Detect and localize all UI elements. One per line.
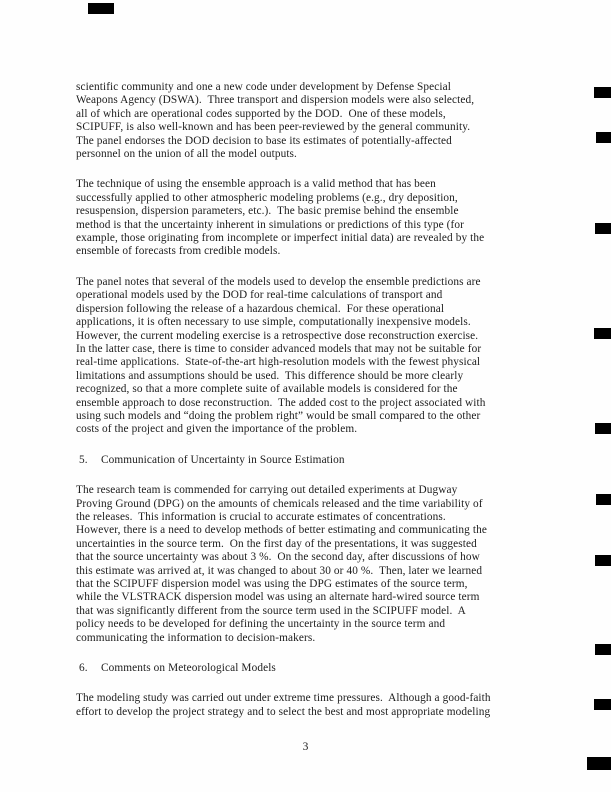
paragraph: [76, 276, 550, 437]
text-line: The modeling study was carried out under extreme time pressures. Although a good-faith: [76, 692, 491, 705]
paragraph: [76, 692, 550, 719]
section-heading: [76, 454, 550, 467]
text-line: limitations and assumptions should be used. This difference should be more clearly: [76, 369, 464, 382]
text-line: The research team is commended for carrying out detailed experiments at Dugway: [76, 484, 458, 497]
text-line: operational models used by the DOD for real-time calculations of transport and: [76, 289, 443, 302]
text-line: successfully applied to other atmospheric modeling problems (e.g., dry deposition,: [76, 191, 458, 204]
section-number: 6.: [79, 662, 88, 675]
text-line: However, there is a need to develop methods of better estimating and communicating the: [76, 524, 487, 537]
scan-artifact-mark: [595, 555, 611, 566]
scan-artifact-mark: [596, 494, 611, 505]
scan-artifact-mark: [596, 132, 611, 143]
text-line: communicating the information to decision-makers.: [76, 631, 316, 644]
scan-artifact-mark: [595, 644, 611, 655]
text-line: ensemble of forecasts from credible models.: [76, 245, 281, 258]
text-line: The technique of using the ensemble approach is a valid method that has been: [76, 178, 436, 191]
text-line: all of which are operational codes supported by the DOD. One of these models,: [76, 107, 446, 120]
scan-artifact-mark: [88, 3, 114, 14]
text-line: The panel notes that several of the models used to develop the ensemble predictions are: [76, 275, 481, 288]
document-body: [76, 81, 550, 719]
text-line: real-time applications. State-of-the-art high-resolution models with the fewest physical: [76, 356, 481, 369]
text-line: However, the current modeling exercise is a retrospective dose reconstruction exercise.: [76, 329, 479, 342]
text-line: resuspension, dispersion parameters, etc.). The basic premise behind the ensemble: [76, 205, 459, 218]
scan-artifact-mark: [595, 423, 611, 434]
text-line: that the source uncertainty was about 3 %. On the second day, after discussions of how: [76, 551, 480, 564]
text-line: Proving Ground (DPG) on the amounts of chemicals released and the time variability of: [76, 497, 483, 510]
text-line: The panel endorses the DOD decision to base its estimates of potentially-affected: [76, 134, 452, 147]
text-line: applications, it is often necessary to use simple, computationally inexpensive models.: [76, 316, 471, 329]
text-line: recognized, so that a more complete suite of available models is considered for the: [76, 383, 458, 396]
page-number: 3: [302, 741, 309, 753]
text-line: while the VLSTRACK dispersion model was using an alternate hard-wired source term: [76, 591, 480, 604]
scan-artifact-mark: [595, 223, 611, 234]
section-title: Comments on Meteorological Models: [101, 662, 276, 675]
paragraph: [76, 81, 550, 161]
section-number: 5.: [79, 453, 88, 466]
text-line: method is that the uncertainty inherent in simulations or predictions of this type (for: [76, 218, 465, 231]
text-line: SCIPUFF, is also well-known and has been peer-reviewed by the general community.: [76, 121, 471, 134]
text-line: costs of the project and given the importance of the problem.: [76, 423, 358, 436]
text-line: personnel on the union of all the model outputs.: [76, 148, 297, 161]
text-line: uncertainties in the source term. On the first day of the presentations, it was suggested: [76, 537, 477, 550]
section-heading: [76, 662, 550, 675]
scan-artifact-mark: [594, 699, 611, 710]
text-line: this estimate was arrived at, it was changed to about 30 or 40 %. Then, later we learned: [76, 564, 483, 577]
text-line: policy needs to be developed for defining the uncertainty in the source term and: [76, 618, 446, 631]
text-line: that the SCIPUFF dispersion model was using the DPG estimates of the source term,: [76, 578, 468, 590]
text-line: example, those originating from incomplete or imperfect initial data) are revealed by the: [76, 232, 485, 245]
paragraph: [76, 484, 550, 645]
section-title: Communication of Uncertainty in Source Estimation: [101, 453, 345, 466]
text-line: scientific community and one a new code under development by Defense Special: [76, 81, 451, 93]
text-line: effort to develop the project strategy and to select the best and most appropriate modeling: [76, 705, 491, 718]
scan-artifact-mark: [594, 87, 611, 98]
scan-artifact-mark: [587, 757, 611, 770]
text-line: the releases. This information is crucial to accurate estimates of concentrations.: [76, 510, 446, 523]
text-line: that was significantly different from the source term used in the SCIPUFF model. A: [76, 604, 466, 617]
text-line: In the latter case, there is time to consider advanced models that may not be suitable for: [76, 342, 482, 355]
paragraph: [76, 178, 550, 258]
text-line: Weapons Agency (DSWA). Three transport and dispersion models were also selected,: [76, 94, 475, 107]
text-line: dispersion following the release of a hazardous chemical. For these operational: [76, 302, 445, 315]
text-line: ensemble approach to dose reconstruction. The added cost to the project associated with: [76, 396, 486, 409]
scan-artifact-mark: [594, 328, 611, 339]
text-line: using such models and “doing the problem right” would be small compared to the other: [76, 409, 481, 422]
